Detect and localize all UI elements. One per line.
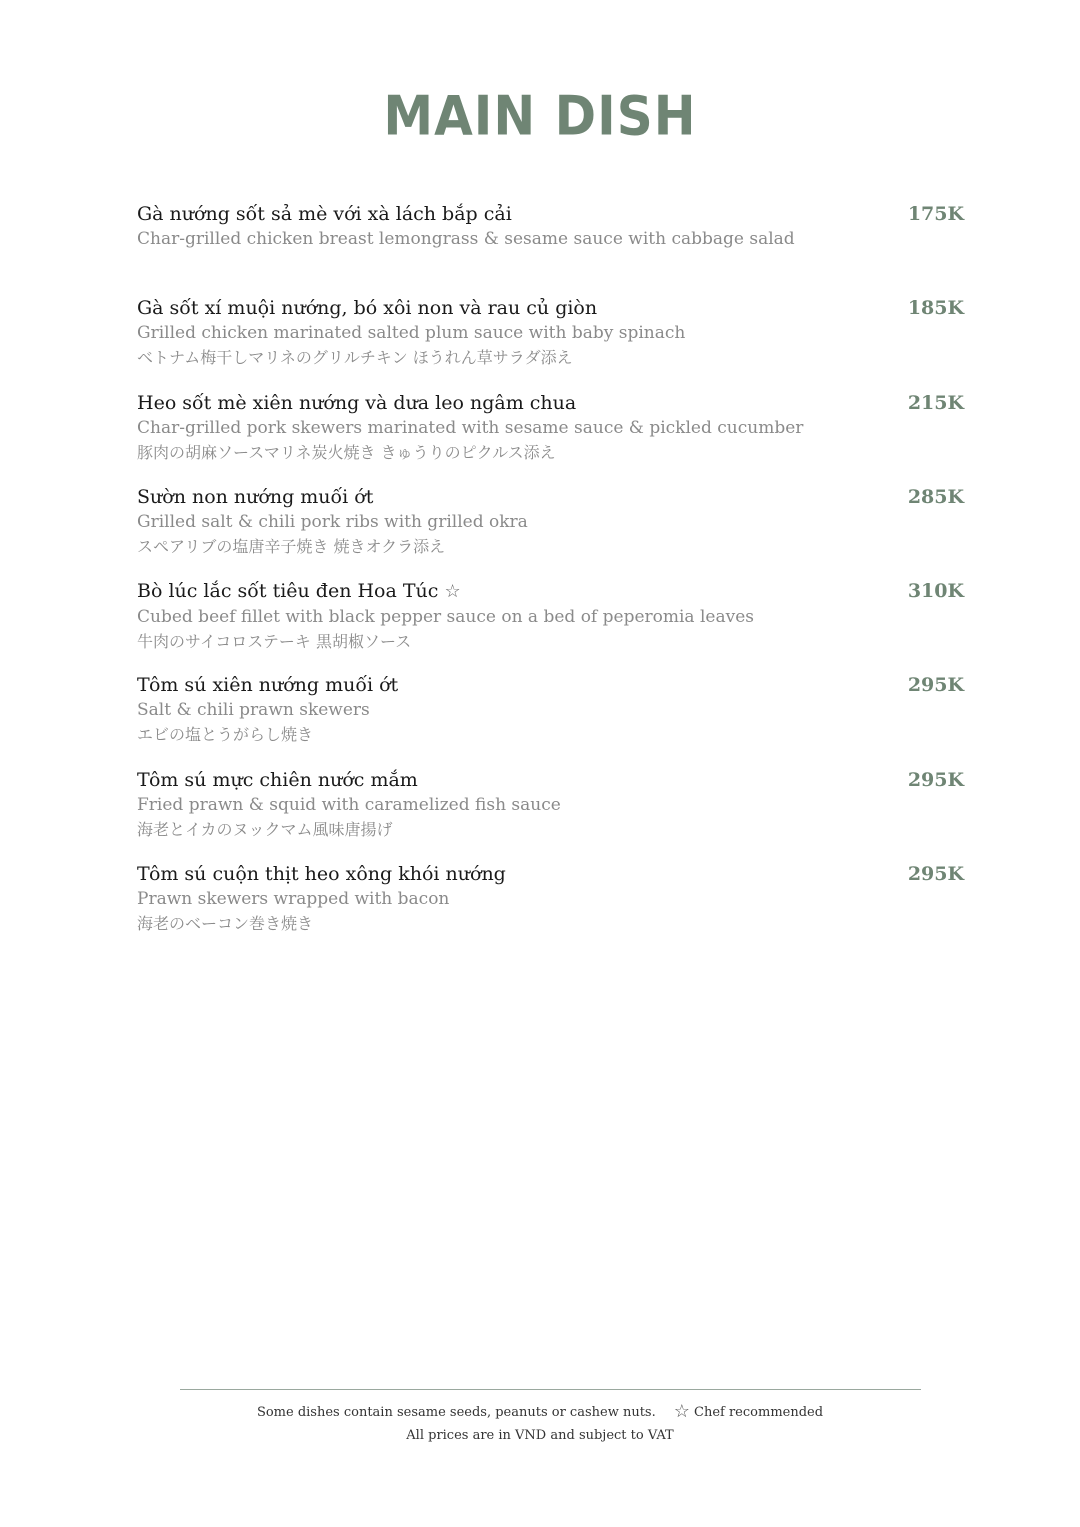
chef-recommended-star-icon: ☆ [444, 581, 461, 603]
item-name-english: Grilled chicken marinated salted plum sauce with baby spinach [137, 323, 686, 344]
page-title: MAIN DISH [383, 84, 697, 148]
item-name-english: Char-grilled pork skewers marinated with sesame sauce & pickled cucumber [137, 417, 804, 438]
menu-item [137, 483, 967, 577]
item-name-english: Salt & chili prawn skewers [137, 700, 370, 721]
item-name-japanese: 豚肉の胡麻ソースマリネ炭火焼き きゅうりのピクルス添え [137, 442, 556, 462]
footer-divider [180, 1389, 921, 1390]
item-name-english: Prawn skewers wrapped with bacon [137, 889, 450, 910]
item-name-vietnamese: Tôm sú cuộn thịt heo xông khói nướng [137, 863, 506, 886]
item-name-english: Char-grilled chicken breast lemongrass & sesame sauce with cabbage salad [137, 229, 795, 249]
item-price: 285K [907, 485, 964, 508]
item-name-japanese: 海老のベーコン巻き焼き [137, 914, 314, 934]
item-name-japanese: 海老とイカのヌックマム風味唐揚げ [137, 819, 393, 839]
menu-item [137, 294, 967, 388]
menu-item [137, 200, 967, 294]
item-name-english: Grilled salt & chili pork ribs with grilled okra [137, 511, 528, 532]
item-name-japanese: ベトナム梅干しマリネのグリルチキン ほうれん草サラダ添え [137, 348, 573, 368]
item-name-japanese: エビの塩とうがらし焼き [137, 725, 314, 745]
item-price: 185K [907, 297, 964, 320]
menu-item [137, 671, 967, 765]
item-price: 295K [907, 768, 964, 791]
menu-item [137, 389, 967, 483]
item-name-vietnamese: Tôm sú xiên nướng muối ớt [137, 674, 399, 697]
allergen-note: Some dishes contain sesame seeds, peanuts or cashew nuts. [256, 1405, 656, 1420]
item-name-english: Cubed beef fillet with black pepper sauce on a bed of peperomia leaves [137, 607, 754, 628]
item-name-japanese: 牛肉のサイコロステーキ 黒胡椒ソース [137, 632, 412, 652]
item-name-english: Fried prawn & squid with caramelized fish sauce [137, 794, 561, 815]
price-note: All prices are in VND and subject to VAT [406, 1428, 674, 1443]
menu-item [137, 860, 967, 954]
item-price: 175K [907, 203, 964, 225]
item-price: 310K [907, 580, 964, 603]
menu-item-list [137, 200, 967, 954]
item-price: 295K [907, 674, 964, 697]
item-name-vietnamese: Gà sốt xí muội nướng, bó xôi non và rau củ giòn [137, 297, 598, 320]
item-name-vietnamese: Gà nướng sốt sả mè với xà lách bắp cải [137, 203, 512, 225]
item-name-japanese: スペアリブの塩唐辛子焼き 焼きオクラ添え [137, 536, 446, 556]
item-price: 295K [907, 863, 964, 886]
item-name-vietnamese: Sườn non nướng muối ớt [137, 485, 374, 508]
star-icon: ☆ [673, 1401, 690, 1422]
menu-item [137, 577, 967, 671]
item-name-vietnamese: Bò lúc lắc sốt tiêu đen Hoa Túc ☆ [137, 580, 461, 603]
item-price: 215K [907, 391, 964, 414]
chef-recommended-label: Chef recommended [694, 1405, 824, 1420]
menu-item [137, 766, 967, 860]
footer-notes [0, 1401, 1080, 1424]
item-name-vietnamese: Heo sốt mè xiên nướng và dưa leo ngâm chua [137, 391, 577, 414]
item-name-vietnamese: Tôm sú mực chiên nước mắm [137, 768, 418, 791]
